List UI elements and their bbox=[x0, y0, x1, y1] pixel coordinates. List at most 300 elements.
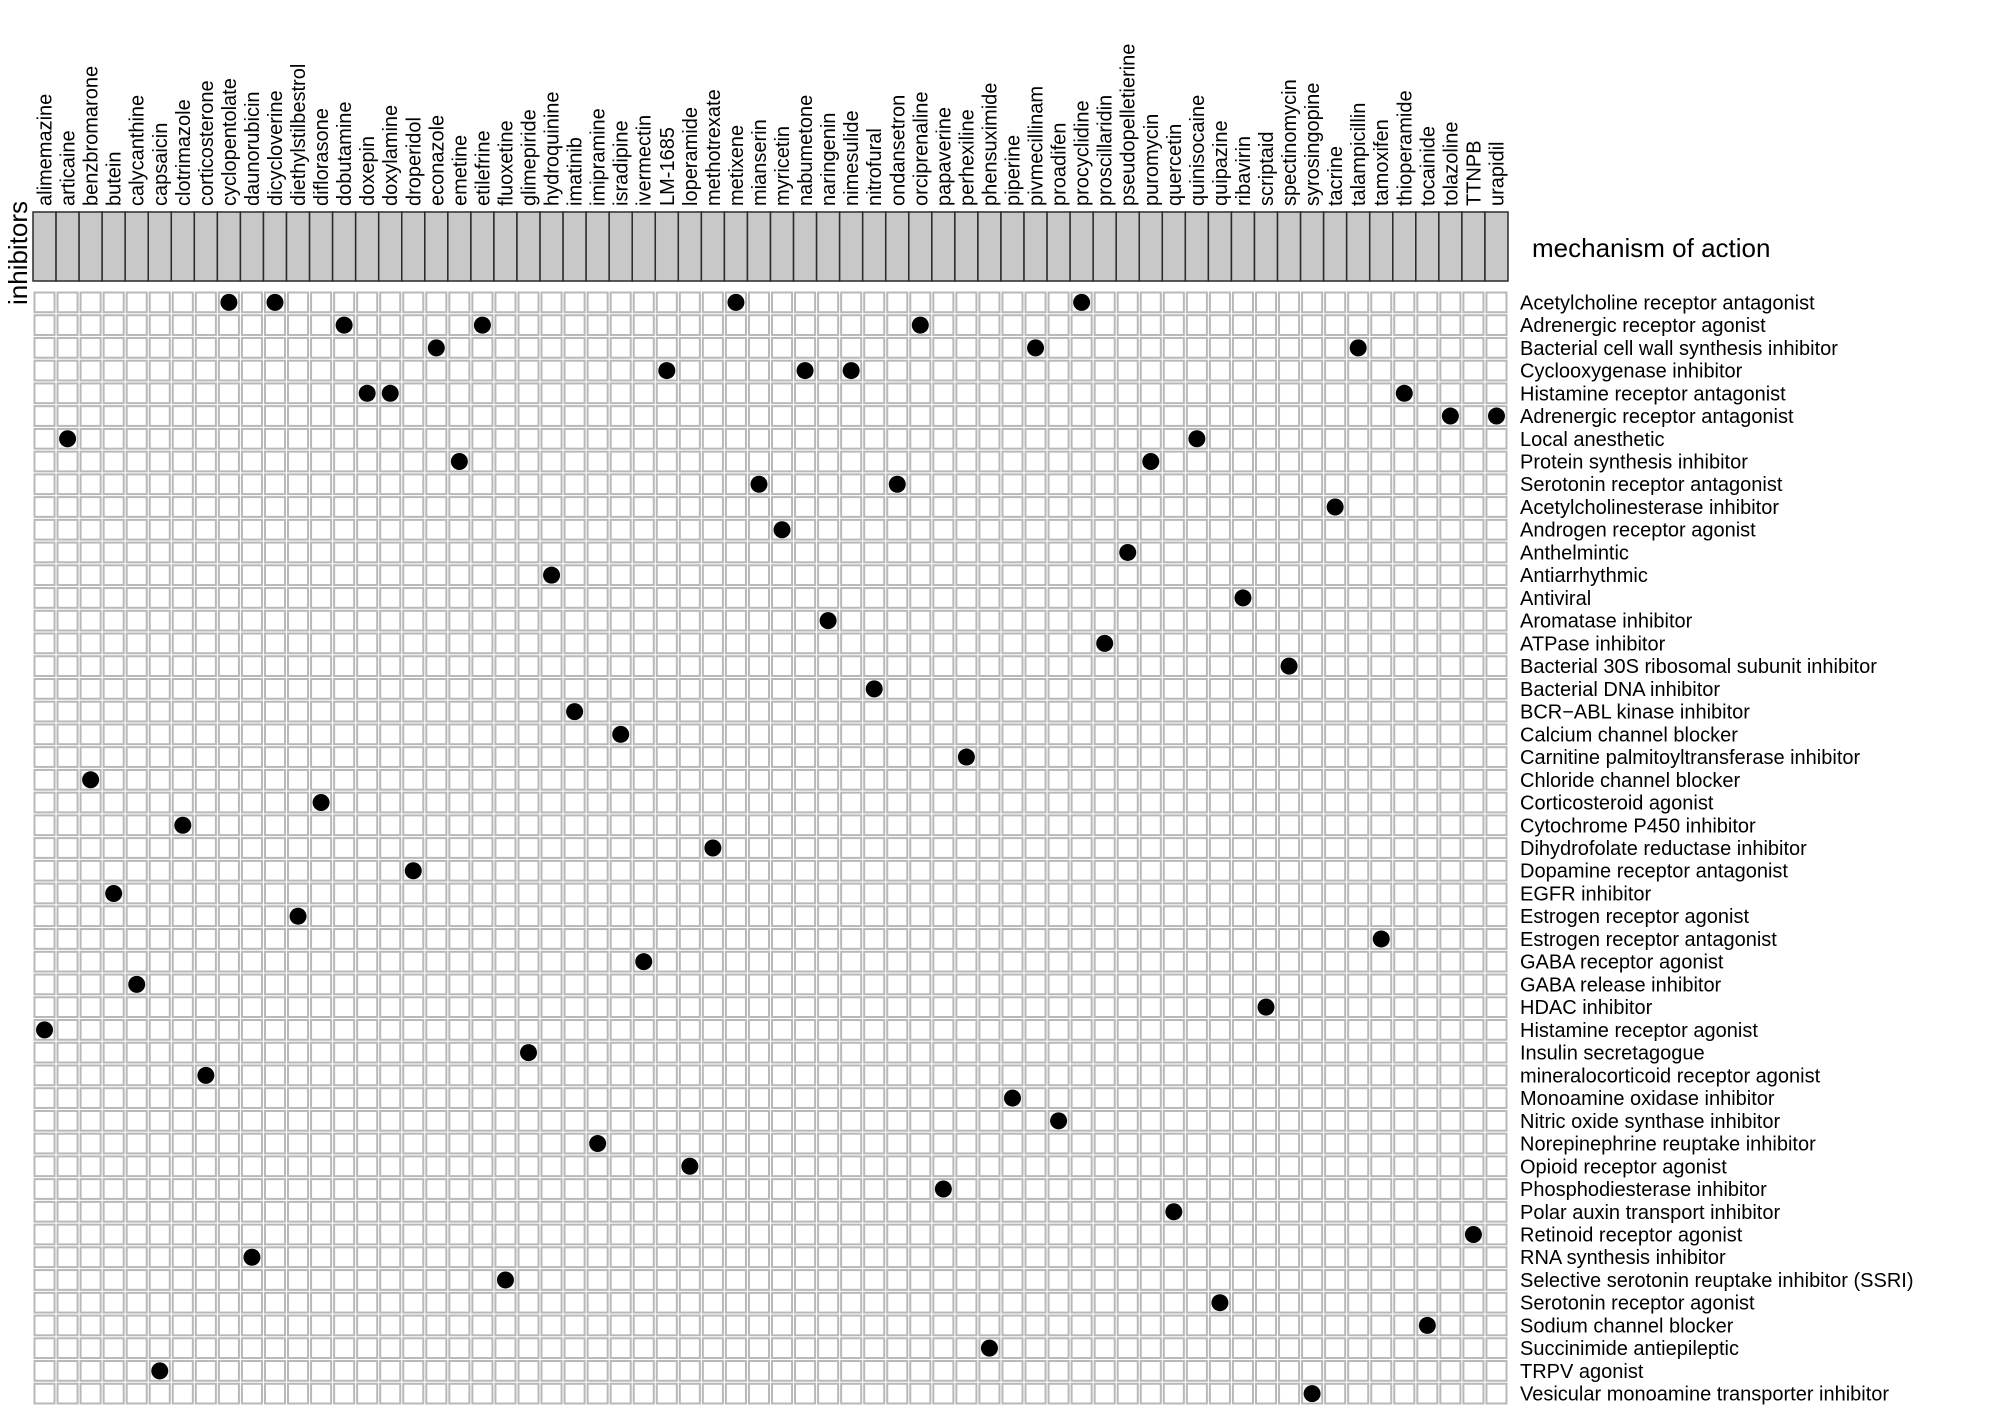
grid-cell bbox=[1072, 997, 1092, 1017]
grid-cell bbox=[1371, 1020, 1391, 1040]
grid-cell bbox=[1486, 1088, 1506, 1108]
grid-cell bbox=[1118, 1043, 1138, 1063]
header-cell-glimepiride bbox=[517, 212, 540, 281]
grid-cell bbox=[956, 1361, 976, 1381]
grid-cell bbox=[1348, 611, 1368, 631]
grid-cell bbox=[380, 1270, 400, 1290]
grid-cell bbox=[1394, 1111, 1414, 1131]
grid-cell bbox=[219, 429, 239, 449]
grid-cell bbox=[1256, 1134, 1276, 1154]
grid-cell bbox=[58, 656, 78, 676]
grid-cell bbox=[495, 611, 515, 631]
grid-cell bbox=[1233, 429, 1253, 449]
grid-cell bbox=[749, 1316, 769, 1336]
row-label-estrogen-receptor-antagonist: Estrogen receptor antagonist bbox=[1520, 928, 1777, 951]
grid-cell bbox=[565, 1065, 585, 1085]
grid-cell bbox=[795, 452, 815, 472]
grid-cell bbox=[1164, 474, 1184, 494]
grid-cell bbox=[449, 679, 469, 699]
grid-cell bbox=[634, 497, 654, 517]
grid-cell bbox=[1371, 724, 1391, 744]
grid-cell bbox=[1440, 1088, 1460, 1108]
grid-cell bbox=[1486, 1338, 1506, 1358]
grid-cell bbox=[1486, 724, 1506, 744]
dot-piperine-monoamine-oxidase-inhibitor bbox=[1004, 1090, 1021, 1107]
grid-cell bbox=[1164, 1361, 1184, 1381]
grid-cell bbox=[1002, 338, 1022, 358]
grid-cell bbox=[288, 1179, 308, 1199]
column-label-thioperamide: thioperamide bbox=[1394, 90, 1417, 206]
grid-cell bbox=[81, 838, 101, 858]
header-cell-quinisocaine bbox=[1185, 212, 1208, 281]
row-label-nitric-oxide-synthase-inhibitor: Nitric oxide synthase inhibitor bbox=[1520, 1110, 1781, 1133]
grid-cell bbox=[1256, 1338, 1276, 1358]
grid-cell bbox=[1072, 1316, 1092, 1336]
grid-cell bbox=[956, 861, 976, 881]
grid-cell bbox=[1233, 361, 1253, 381]
grid-cell bbox=[1417, 679, 1437, 699]
grid-cell bbox=[1279, 747, 1299, 767]
grid-cell bbox=[1141, 588, 1161, 608]
grid-cell bbox=[1026, 906, 1046, 926]
grid-cell bbox=[772, 679, 792, 699]
grid-cell bbox=[1026, 1179, 1046, 1199]
grid-cell bbox=[219, 1247, 239, 1267]
grid-cell bbox=[565, 543, 585, 563]
grid-cell bbox=[1210, 1134, 1230, 1154]
grid-cell bbox=[1325, 997, 1345, 1017]
grid-cell bbox=[542, 679, 562, 699]
grid-cell bbox=[1256, 1316, 1276, 1336]
grid-cell bbox=[1026, 1338, 1046, 1358]
grid-cell bbox=[1141, 1270, 1161, 1290]
grid-cell bbox=[150, 565, 170, 585]
grid-cell bbox=[703, 315, 723, 335]
grid-cell bbox=[611, 315, 631, 335]
grid-cell bbox=[611, 702, 631, 722]
grid-cell bbox=[634, 429, 654, 449]
grid-cell bbox=[127, 724, 147, 744]
grid-cell bbox=[1233, 406, 1253, 426]
grid-cell bbox=[495, 1361, 515, 1381]
grid-cell bbox=[1164, 293, 1184, 313]
grid-cell bbox=[749, 1247, 769, 1267]
grid-cell bbox=[841, 1293, 861, 1313]
grid-cell bbox=[1026, 793, 1046, 813]
grid-cell bbox=[1072, 952, 1092, 972]
grid-cell bbox=[265, 1247, 285, 1267]
grid-cell bbox=[1279, 724, 1299, 744]
grid-cell bbox=[588, 1361, 608, 1381]
header-cell-scriptaid bbox=[1254, 212, 1277, 281]
grid-cell bbox=[334, 1225, 354, 1245]
grid-cell bbox=[357, 520, 377, 540]
grid-cell bbox=[1026, 838, 1046, 858]
grid-cell bbox=[380, 1065, 400, 1085]
grid-cell bbox=[933, 634, 953, 654]
grid-cell bbox=[1348, 815, 1368, 835]
grid-cell bbox=[588, 952, 608, 972]
grid-cell bbox=[1095, 679, 1115, 699]
grid-cell bbox=[472, 793, 492, 813]
grid-cell bbox=[588, 520, 608, 540]
grid-cell bbox=[1417, 611, 1437, 631]
grid-cell bbox=[956, 929, 976, 949]
grid-cell bbox=[380, 474, 400, 494]
grid-cell bbox=[150, 747, 170, 767]
grid-cell bbox=[933, 383, 953, 403]
grid-cell bbox=[81, 1156, 101, 1176]
grid-cell bbox=[680, 361, 700, 381]
grid-cell bbox=[1302, 1156, 1322, 1176]
grid-cell bbox=[749, 1293, 769, 1313]
grid-cell bbox=[1325, 429, 1345, 449]
grid-cell bbox=[1072, 406, 1092, 426]
grid-cell bbox=[104, 952, 124, 972]
grid-cell bbox=[449, 361, 469, 381]
grid-cell bbox=[1141, 1020, 1161, 1040]
grid-cell bbox=[104, 975, 124, 995]
grid-cell bbox=[449, 838, 469, 858]
grid-cell bbox=[542, 861, 562, 881]
grid-cell bbox=[265, 929, 285, 949]
grid-cell bbox=[1187, 1043, 1207, 1063]
grid-cell bbox=[726, 656, 746, 676]
grid-cell bbox=[1118, 1088, 1138, 1108]
grid-cell bbox=[81, 952, 101, 972]
grid-cell bbox=[1302, 997, 1322, 1017]
grid-cell bbox=[749, 338, 769, 358]
grid-cell bbox=[196, 1316, 216, 1336]
grid-cell bbox=[127, 747, 147, 767]
grid-cell bbox=[380, 997, 400, 1017]
grid-cell bbox=[357, 1316, 377, 1336]
grid-cell bbox=[311, 861, 331, 881]
grid-cell bbox=[1279, 1293, 1299, 1313]
grid-cell bbox=[196, 702, 216, 722]
grid-cell bbox=[772, 634, 792, 654]
grid-cell bbox=[472, 497, 492, 517]
column-label-capsaicin: capsaicin bbox=[149, 122, 172, 206]
grid-cell bbox=[265, 543, 285, 563]
grid-cell bbox=[81, 497, 101, 517]
grid-cell bbox=[1279, 929, 1299, 949]
grid-cell bbox=[150, 497, 170, 517]
dot-daunorubicin-rna-synthesis-inhibitor bbox=[243, 1249, 260, 1266]
column-label-quipazine: quipazine bbox=[1209, 120, 1232, 206]
grid-cell bbox=[1348, 452, 1368, 472]
grid-cell bbox=[657, 1316, 677, 1336]
grid-cell bbox=[1279, 565, 1299, 585]
row-label-bcr-abl-kinase-inhibitor: BCR−ABL kinase inhibitor bbox=[1520, 701, 1750, 724]
grid-cell bbox=[1141, 793, 1161, 813]
grid-cell bbox=[979, 611, 999, 631]
grid-cell bbox=[1164, 1156, 1184, 1176]
grid-cell bbox=[1486, 929, 1506, 949]
grid-cell bbox=[818, 929, 838, 949]
grid-cell bbox=[657, 383, 677, 403]
grid-cell bbox=[956, 1134, 976, 1154]
grid-cell bbox=[1325, 656, 1345, 676]
grid-cell bbox=[150, 1338, 170, 1358]
grid-cell bbox=[1026, 884, 1046, 904]
grid-cell bbox=[265, 952, 285, 972]
grid-cell bbox=[1233, 1361, 1253, 1381]
grid-cell bbox=[518, 429, 538, 449]
grid-cell bbox=[1095, 997, 1115, 1017]
grid-cell bbox=[472, 520, 492, 540]
grid-cell bbox=[1026, 361, 1046, 381]
grid-cell bbox=[1325, 702, 1345, 722]
grid-cell bbox=[104, 1179, 124, 1199]
grid-cell bbox=[772, 770, 792, 790]
grid-cell bbox=[1002, 406, 1022, 426]
grid-cell bbox=[1210, 679, 1230, 699]
grid-cell bbox=[1002, 1338, 1022, 1358]
grid-cell bbox=[357, 929, 377, 949]
grid-cell bbox=[1302, 520, 1322, 540]
grid-cell bbox=[242, 1088, 262, 1108]
grid-cell bbox=[127, 1020, 147, 1040]
grid-cell bbox=[1394, 565, 1414, 585]
row-label-acetylcholine-receptor-antagonist: Acetylcholine receptor antagonist bbox=[1520, 292, 1815, 315]
grid-cell bbox=[657, 770, 677, 790]
grid-cell bbox=[311, 611, 331, 631]
row-label-androgen-receptor-agonist: Androgen receptor agonist bbox=[1520, 519, 1756, 542]
grid-cell bbox=[495, 1156, 515, 1176]
grid-cell bbox=[1026, 1384, 1046, 1404]
grid-cell bbox=[1440, 724, 1460, 744]
grid-cell bbox=[219, 1338, 239, 1358]
grid-cell bbox=[380, 634, 400, 654]
grid-cell bbox=[634, 338, 654, 358]
grid-cell bbox=[1348, 975, 1368, 995]
grid-cell bbox=[403, 997, 423, 1017]
grid-cell bbox=[979, 1361, 999, 1381]
grid-cell bbox=[1279, 543, 1299, 563]
row-label-serotonin-receptor-antagonist: Serotonin receptor antagonist bbox=[1520, 474, 1783, 497]
grid-cell bbox=[334, 1043, 354, 1063]
grid-cell bbox=[58, 952, 78, 972]
grid-cell bbox=[173, 1134, 193, 1154]
grid-cell bbox=[1002, 997, 1022, 1017]
grid-cell bbox=[657, 838, 677, 858]
grid-cell bbox=[1141, 861, 1161, 881]
grid-cell bbox=[956, 724, 976, 744]
grid-cell bbox=[1348, 1043, 1368, 1063]
grid-cell bbox=[887, 724, 907, 744]
grid-cell bbox=[35, 1088, 55, 1108]
header-cell-etilefrine bbox=[471, 212, 494, 281]
grid-cell bbox=[1095, 1179, 1115, 1199]
grid-cell bbox=[657, 634, 677, 654]
grid-cell bbox=[426, 997, 446, 1017]
grid-cell bbox=[104, 1020, 124, 1040]
grid-cell bbox=[887, 793, 907, 813]
grid-cell bbox=[380, 1111, 400, 1131]
grid-cell bbox=[403, 1293, 423, 1313]
grid-cell bbox=[1210, 747, 1230, 767]
grid-cell bbox=[35, 1293, 55, 1313]
row-label-adrenergic-receptor-agonist: Adrenergic receptor agonist bbox=[1520, 315, 1766, 338]
grid-cell bbox=[1302, 588, 1322, 608]
grid-cell bbox=[588, 838, 608, 858]
column-label-imatinib: imatinib bbox=[564, 137, 587, 206]
grid-cell bbox=[1417, 520, 1437, 540]
grid-cell bbox=[518, 406, 538, 426]
grid-cell bbox=[634, 838, 654, 858]
grid-cell bbox=[657, 1293, 677, 1313]
grid-cell bbox=[1049, 588, 1069, 608]
dot-glimepiride-insulin-secretagogue bbox=[520, 1044, 537, 1061]
grid-cell bbox=[196, 315, 216, 335]
grid-cell bbox=[1026, 861, 1046, 881]
grid-cell bbox=[426, 429, 446, 449]
grid-cell bbox=[196, 952, 216, 972]
grid-cell bbox=[657, 861, 677, 881]
grid-cell bbox=[565, 793, 585, 813]
grid-cell bbox=[196, 1134, 216, 1154]
grid-cell bbox=[1141, 929, 1161, 949]
grid-cell bbox=[772, 747, 792, 767]
grid-cell bbox=[1210, 543, 1230, 563]
header-cell-daunorubicin bbox=[240, 212, 263, 281]
header-cell-imipramine bbox=[586, 212, 609, 281]
grid-cell bbox=[657, 1338, 677, 1358]
grid-cell bbox=[588, 543, 608, 563]
grid-cell bbox=[795, 679, 815, 699]
grid-cell bbox=[472, 1065, 492, 1085]
grid-cell bbox=[818, 429, 838, 449]
grid-cell bbox=[357, 975, 377, 995]
grid-cell bbox=[1049, 861, 1069, 881]
grid-cell bbox=[219, 838, 239, 858]
column-label-diethylstilbestrol: diethylstilbestrol bbox=[288, 63, 311, 206]
grid-cell bbox=[104, 838, 124, 858]
grid-cell bbox=[81, 634, 101, 654]
grid-cell bbox=[1210, 611, 1230, 631]
grid-cell bbox=[1164, 1384, 1184, 1404]
grid-cell bbox=[864, 747, 884, 767]
grid-cell bbox=[1302, 293, 1322, 313]
grid-cell bbox=[380, 406, 400, 426]
grid-cell bbox=[795, 1247, 815, 1267]
grid-cell bbox=[1049, 975, 1069, 995]
column-label-talampicillin: talampicillin bbox=[1348, 102, 1371, 206]
grid-cell bbox=[449, 315, 469, 335]
dot-proadifen-nitric-oxide-synthase-inhibitor bbox=[1050, 1112, 1067, 1129]
header-cell-ondansetron bbox=[886, 212, 909, 281]
grid-cell bbox=[726, 1338, 746, 1358]
grid-cell bbox=[611, 1111, 631, 1131]
grid-cell bbox=[956, 634, 976, 654]
grid-cell bbox=[288, 747, 308, 767]
grid-cell bbox=[426, 1179, 446, 1199]
grid-cell bbox=[1279, 1225, 1299, 1245]
grid-cell bbox=[219, 520, 239, 540]
grid-cell bbox=[588, 565, 608, 585]
grid-cell bbox=[403, 1065, 423, 1085]
grid-cell bbox=[1072, 1065, 1092, 1085]
dot-corticosterone-mineralocorticoid-receptor-agonist bbox=[197, 1067, 214, 1084]
grid-cell bbox=[357, 724, 377, 744]
grid-cell bbox=[542, 1361, 562, 1381]
grid-cell bbox=[1463, 1179, 1483, 1199]
grid-cell bbox=[1049, 565, 1069, 585]
grid-cell bbox=[749, 293, 769, 313]
grid-cell bbox=[1440, 997, 1460, 1017]
grid-cell bbox=[1118, 679, 1138, 699]
grid-cell bbox=[1463, 815, 1483, 835]
grid-cell bbox=[58, 1134, 78, 1154]
grid-cell bbox=[1002, 1020, 1022, 1040]
grid-cell bbox=[726, 997, 746, 1017]
grid-cell bbox=[634, 634, 654, 654]
grid-cell bbox=[380, 1338, 400, 1358]
grid-cell bbox=[1417, 634, 1437, 654]
grid-cell bbox=[680, 406, 700, 426]
grid-cell bbox=[1463, 906, 1483, 926]
grid-cell bbox=[1371, 543, 1391, 563]
grid-cell bbox=[1118, 1247, 1138, 1267]
grid-cell bbox=[933, 952, 953, 972]
dot-articaine-local-anesthetic bbox=[59, 430, 76, 447]
grid-cell bbox=[242, 1202, 262, 1222]
grid-cell bbox=[1371, 1065, 1391, 1085]
grid-cell bbox=[104, 315, 124, 335]
grid-cell bbox=[311, 747, 331, 767]
grid-cell bbox=[58, 1065, 78, 1085]
grid-cell bbox=[703, 1111, 723, 1131]
grid-cell bbox=[1164, 656, 1184, 676]
grid-cell bbox=[956, 815, 976, 835]
grid-cell bbox=[611, 588, 631, 608]
grid-cell bbox=[1325, 815, 1345, 835]
grid-cell bbox=[334, 1156, 354, 1176]
grid-cell bbox=[657, 452, 677, 472]
grid-cell bbox=[979, 952, 999, 972]
grid-cell bbox=[265, 906, 285, 926]
grid-cell bbox=[565, 1134, 585, 1154]
grid-cell bbox=[449, 520, 469, 540]
grid-cell bbox=[1348, 1225, 1368, 1245]
grid-cell bbox=[1072, 770, 1092, 790]
grid-cell bbox=[841, 1088, 861, 1108]
grid-cell bbox=[380, 1361, 400, 1381]
grid-cell bbox=[749, 1043, 769, 1063]
grid-cell bbox=[242, 679, 262, 699]
grid-cell bbox=[1002, 293, 1022, 313]
grid-cell bbox=[150, 383, 170, 403]
grid-cell bbox=[1072, 315, 1092, 335]
grid-cell bbox=[1325, 588, 1345, 608]
grid-cell bbox=[841, 588, 861, 608]
grid-cell bbox=[1486, 611, 1506, 631]
grid-cell bbox=[104, 702, 124, 722]
grid-cell bbox=[1164, 1088, 1184, 1108]
grid-cell bbox=[1164, 952, 1184, 972]
grid-cell bbox=[1072, 634, 1092, 654]
grid-cell bbox=[311, 724, 331, 744]
grid-cell bbox=[1440, 520, 1460, 540]
grid-cell bbox=[449, 1293, 469, 1313]
grid-cell bbox=[403, 543, 423, 563]
grid-cell bbox=[1072, 361, 1092, 381]
grid-cell bbox=[979, 543, 999, 563]
grid-cell bbox=[565, 1020, 585, 1040]
grid-cell bbox=[680, 1247, 700, 1267]
dot-naringenin-aromatase-inhibitor bbox=[820, 612, 837, 629]
